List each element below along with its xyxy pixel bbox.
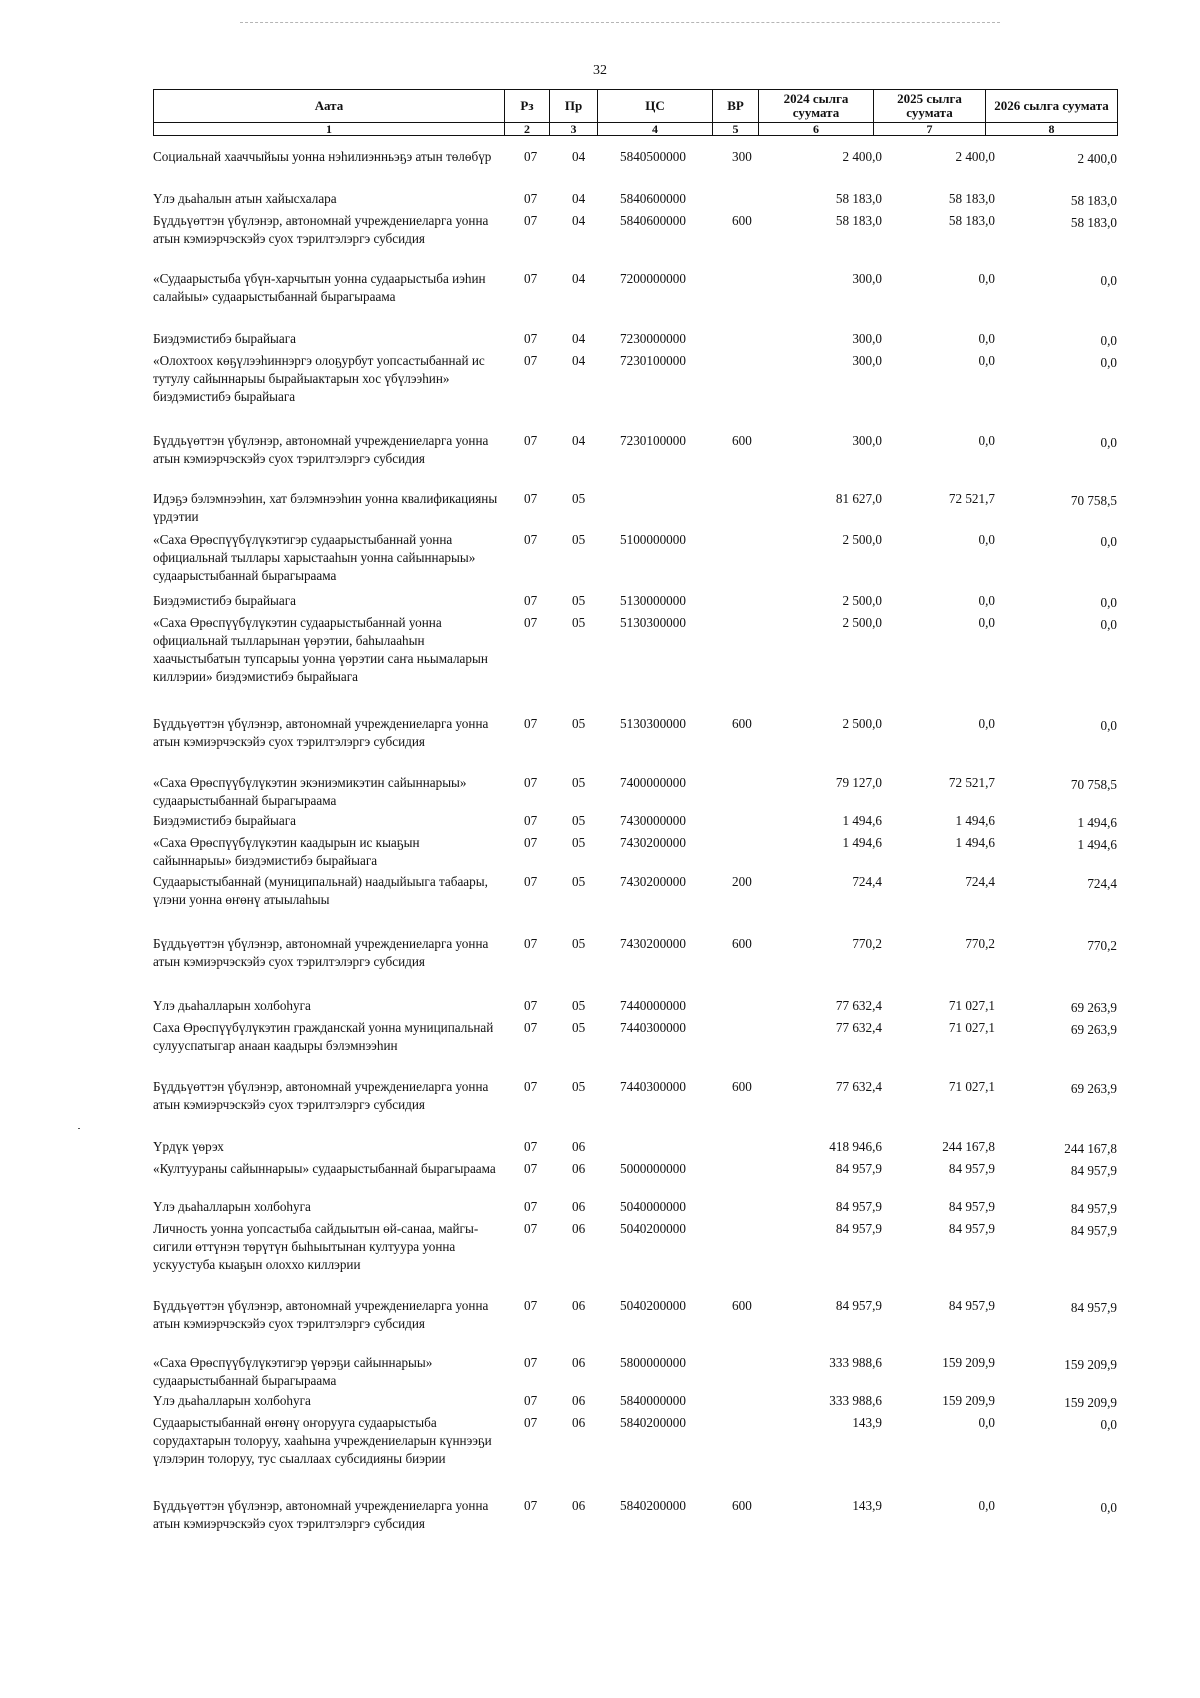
rz-cell: 07 — [524, 874, 538, 889]
value-2026: 159 209,9 — [1064, 1395, 1117, 1410]
value-2026: 0,0 — [1100, 534, 1117, 549]
cs-cell: 5040200000 — [620, 1298, 686, 1313]
rz-cell: 07 — [524, 331, 538, 346]
value-2024: 300,0 — [852, 271, 882, 286]
value-2025: 84 957,9 — [948, 1298, 995, 1313]
value-2026: 58 183,0 — [1070, 193, 1117, 208]
value-2026: 70 758,5 — [1070, 493, 1117, 508]
value-2025: 724,4 — [965, 874, 995, 889]
vr-cell: 600 — [732, 1498, 752, 1513]
value-2026: 84 957,9 — [1070, 1201, 1117, 1216]
pr-cell: 05 — [572, 874, 586, 889]
value-2024: 58 183,0 — [835, 213, 882, 228]
row-label: Личность уонна уопсастыба сайдыытын өй-санаа, майгы-сигили өттүнэн төрүтүн быһыытынан култуура уонна ускуустуба кыаҕын олоххо киллэрии — [153, 1221, 479, 1272]
value-2026: 84 957,9 — [1070, 1300, 1117, 1315]
value-2025: 0,0 — [978, 1498, 995, 1513]
row-label: «Култуураны сайыннарыы» судаарыстыбаннай бырагыраама — [153, 1161, 496, 1176]
rz-cell: 07 — [524, 491, 538, 506]
col-pr-header: Пр — [550, 90, 598, 123]
page-number: 32 — [593, 63, 607, 78]
value-2024: 2 500,0 — [842, 615, 882, 630]
pr-cell: 06 — [572, 1139, 586, 1154]
col-number: 1 — [154, 123, 505, 136]
rz-cell: 07 — [524, 1199, 538, 1214]
row-label: «Саха Өрөспүүбүлүкэтин судаарыстыбаннай уонна официальнай тылларынан үөрэтии, баһылааһын хаачыстыбатын тупсарыы уонна үөрэтии саҥа ньымаларын киллэрии» биэдэмистибэ бырайыага — [153, 615, 488, 684]
value-2025: 0,0 — [978, 716, 995, 731]
rz-cell: 07 — [524, 191, 538, 206]
rz-cell: 07 — [524, 998, 538, 1013]
pr-cell: 06 — [572, 1393, 586, 1408]
col-number: 6 — [759, 123, 874, 136]
value-2025: 71 027,1 — [948, 998, 995, 1013]
value-2025: 84 957,9 — [948, 1199, 995, 1214]
rz-cell: 07 — [524, 1393, 538, 1408]
value-2025: 0,0 — [978, 615, 995, 630]
value-2026: 0,0 — [1100, 617, 1117, 632]
pr-cell: 05 — [572, 936, 586, 951]
rz-cell: 07 — [524, 813, 538, 828]
rz-cell: 07 — [524, 1298, 538, 1313]
value-2024: 84 957,9 — [835, 1221, 882, 1236]
value-2026: 159 209,9 — [1064, 1357, 1117, 1372]
rz-cell: 07 — [524, 353, 538, 368]
value-2026: 58 183,0 — [1070, 215, 1117, 230]
value-2025: 0,0 — [978, 532, 995, 547]
value-2025: 0,0 — [978, 433, 995, 448]
col-2024-header: 2024 сылга суумата — [759, 90, 874, 123]
row-label: Судаарыстыбаннай (муниципальнай) наадыйыыга табаары, үлэни уонна өҥөнү атыылаһыы — [153, 874, 488, 907]
cs-cell: 5840600000 — [620, 213, 686, 228]
cs-cell: 5130000000 — [620, 593, 686, 608]
value-2024: 84 957,9 — [835, 1199, 882, 1214]
value-2026: 69 263,9 — [1070, 1081, 1117, 1096]
value-2024: 300,0 — [852, 433, 882, 448]
cs-cell: 7230100000 — [620, 353, 686, 368]
value-2024: 84 957,9 — [835, 1161, 882, 1176]
value-2024: 300,0 — [852, 353, 882, 368]
pr-cell: 05 — [572, 998, 586, 1013]
cs-cell: 7230100000 — [620, 433, 686, 448]
pr-cell: 04 — [572, 149, 586, 164]
vr-cell: 600 — [732, 433, 752, 448]
col-rz-header: Рз — [505, 90, 550, 123]
row-label: Үрдүк үөрэх — [153, 1139, 224, 1154]
pr-cell: 05 — [572, 593, 586, 608]
pr-cell: 05 — [572, 1079, 586, 1094]
value-2024: 84 957,9 — [835, 1298, 882, 1313]
row-label: «Саха Өрөспүүбүлүкэтин экэниэмикэтин сайыннарыы» судаарыстыбаннай бырагыраама — [153, 775, 467, 808]
row-label: Бүддьүөттэн үбүлэнэр, автономнай учреждениеларга уонна атын кэмиэрчэскэйэ суох тэрилтэлэргэ субсидия — [153, 1498, 489, 1531]
cs-cell: 5130300000 — [620, 716, 686, 731]
value-2026: 0,0 — [1100, 718, 1117, 733]
row-label: Үлэ дьаһалларын холбоһуга — [153, 1393, 311, 1408]
cs-cell: 5100000000 — [620, 532, 686, 547]
col-number: 2 — [505, 123, 550, 136]
rz-cell: 07 — [524, 532, 538, 547]
value-2025: 0,0 — [978, 593, 995, 608]
vr-cell: 600 — [732, 716, 752, 731]
value-2025: 159 209,9 — [942, 1393, 995, 1408]
pr-cell: 05 — [572, 775, 586, 790]
value-2024: 143,9 — [852, 1415, 882, 1430]
value-2024: 418 946,6 — [829, 1139, 882, 1154]
col-2025-header: 2025 сылга суумата — [874, 90, 986, 123]
cs-cell: 7430000000 — [620, 813, 686, 828]
value-2025: 72 521,7 — [948, 491, 995, 506]
rz-cell: 07 — [524, 1139, 538, 1154]
pr-cell: 05 — [572, 532, 586, 547]
col-vr-header: ВР — [713, 90, 759, 123]
cs-cell: 5130300000 — [620, 615, 686, 630]
pr-cell: 06 — [572, 1161, 586, 1176]
rz-cell: 07 — [524, 1355, 538, 1370]
pr-cell: 04 — [572, 213, 586, 228]
cs-cell: 7400000000 — [620, 775, 686, 790]
pr-cell: 05 — [572, 491, 586, 506]
value-2024: 2 500,0 — [842, 593, 882, 608]
row-label: «Судаарыстыба үбүн-харчытын уонна судаарыстыба иэһин салайыы» судаарыстыбаннай бырагыраама — [153, 271, 486, 304]
cs-cell: 7430200000 — [620, 874, 686, 889]
pr-cell: 04 — [572, 331, 586, 346]
value-2026: 0,0 — [1100, 273, 1117, 288]
rz-cell: 07 — [524, 615, 538, 630]
cs-cell: 5040000000 — [620, 1199, 686, 1214]
value-2026: 69 263,9 — [1070, 1000, 1117, 1015]
value-2026: 0,0 — [1100, 1500, 1117, 1515]
value-2024: 1 494,6 — [842, 813, 882, 828]
row-label: Бүддьүөттэн үбүлэнэр, автономнай учреждениеларга уонна атын кэмиэрчэскэйэ суох тэрилтэлэргэ субсидия — [153, 936, 489, 969]
value-2025: 72 521,7 — [948, 775, 995, 790]
value-2024: 724,4 — [852, 874, 882, 889]
rz-cell: 07 — [524, 1221, 538, 1236]
value-2024: 58 183,0 — [835, 191, 882, 206]
cs-cell: 7440000000 — [620, 998, 686, 1013]
row-label: Бүддьүөттэн үбүлэнэр, автономнай учреждениеларга уонна атын кэмиэрчэскэйэ суох тэрилтэлэргэ субсидия — [153, 716, 489, 749]
value-2024: 77 632,4 — [835, 998, 882, 1013]
pr-cell: 04 — [572, 433, 586, 448]
cs-cell: 7230000000 — [620, 331, 686, 346]
col-2026-header: 2026 сылга суумата — [986, 90, 1118, 123]
row-label: Үлэ дьаһалын атын хайысхалара — [153, 191, 337, 206]
pr-cell: 05 — [572, 615, 586, 630]
cs-cell: 7430200000 — [620, 835, 686, 850]
col-number: 3 — [550, 123, 598, 136]
col-number: 8 — [986, 123, 1118, 136]
value-2025: 1 494,6 — [955, 835, 995, 850]
value-2025: 84 957,9 — [948, 1161, 995, 1176]
pr-cell: 04 — [572, 191, 586, 206]
value-2026: 0,0 — [1100, 595, 1117, 610]
value-2024: 770,2 — [852, 936, 882, 951]
cs-cell: 5840200000 — [620, 1498, 686, 1513]
vr-cell: 300 — [732, 149, 752, 164]
row-label: Социальнай хааччыйыы уонна нэһилиэнньэҕэ атын төлөбүр — [153, 149, 492, 164]
row-label: «Олохтоох көҕүлээһиннэргэ олоҕурбут уопсастыбаннай ис тутулу сайыннарыы бырайыактарын хос үбүлээһин» биэдэмистибэ бырайыага — [153, 353, 485, 404]
value-2025: 0,0 — [978, 353, 995, 368]
row-label: Бүддьүөттэн үбүлэнэр, автономнай учреждениеларга уонна атын кэмиэрчэскэйэ суох тэрилтэлэргэ субсидия — [153, 1079, 489, 1112]
row-label: Биэдэмистибэ бырайыага — [153, 813, 296, 828]
rz-cell: 07 — [524, 1415, 538, 1430]
value-2026: 1 494,6 — [1077, 815, 1117, 830]
scan-speck — [78, 1128, 80, 1129]
rz-cell: 07 — [524, 835, 538, 850]
value-2024: 81 627,0 — [835, 491, 882, 506]
rz-cell: 07 — [524, 716, 538, 731]
value-2024: 2 500,0 — [842, 532, 882, 547]
value-2025: 58 183,0 — [948, 213, 995, 228]
rz-cell: 07 — [524, 1020, 538, 1035]
cs-cell: 7200000000 — [620, 271, 686, 286]
row-label: Бүддьүөттэн үбүлэнэр, автономнай учреждениеларга уонна атын кэмиэрчэскэйэ суох тэрилтэлэргэ субсидия — [153, 213, 489, 246]
value-2026: 69 263,9 — [1070, 1022, 1117, 1037]
row-label: «Саха Өрөспүүбүлүкэтигэр үөрэҕи сайыннарыы» судаарыстыбаннай бырагыраама — [153, 1355, 433, 1388]
row-label: Үлэ дьаһалларын холбоһуга — [153, 1199, 311, 1214]
value-2025: 1 494,6 — [955, 813, 995, 828]
value-2024: 77 632,4 — [835, 1079, 882, 1094]
pr-cell: 06 — [572, 1199, 586, 1214]
row-label: «Саха Өрөспүүбүлүкэтигэр судаарыстыбаннай уонна официальнай тыллары харыстааһын уонна сайыннарыы» судаарыстыбаннай бырагыраама — [153, 532, 476, 583]
row-label: Бүддьүөттэн үбүлэнэр, автономнай учреждениеларга уонна атын кэмиэрчэскэйэ суох тэрилтэлэргэ субсидия — [153, 433, 489, 466]
rz-cell: 07 — [524, 1079, 538, 1094]
rz-cell: 07 — [524, 213, 538, 228]
value-2026: 0,0 — [1100, 1417, 1117, 1432]
rz-cell: 07 — [524, 271, 538, 286]
value-2025: 159 209,9 — [942, 1355, 995, 1370]
value-2026: 84 957,9 — [1070, 1163, 1117, 1178]
value-2026: 724,4 — [1087, 876, 1117, 891]
vr-cell: 200 — [732, 874, 752, 889]
rz-cell: 07 — [524, 1498, 538, 1513]
pr-cell: 05 — [572, 1020, 586, 1035]
col-name-header: Аата — [154, 90, 505, 123]
row-label: «Саха Өрөспүүбүлүкэтин каадырын ис кыаҕын сайыннарыы» биэдэмистибэ бырайыага — [153, 835, 420, 868]
value-2025: 770,2 — [965, 936, 995, 951]
value-2026: 84 957,9 — [1070, 1223, 1117, 1238]
cs-cell: 5840000000 — [620, 1393, 686, 1408]
cs-cell: 5840600000 — [620, 191, 686, 206]
value-2024: 300,0 — [852, 331, 882, 346]
value-2025: 58 183,0 — [948, 191, 995, 206]
pr-cell: 05 — [572, 835, 586, 850]
cs-cell: 7440300000 — [620, 1079, 686, 1094]
pr-cell: 05 — [572, 716, 586, 731]
value-2025: 71 027,1 — [948, 1020, 995, 1035]
col-number: 5 — [713, 123, 759, 136]
value-2024: 79 127,0 — [835, 775, 882, 790]
col-cs-header: ЦС — [598, 90, 713, 123]
rz-cell: 07 — [524, 775, 538, 790]
value-2026: 70 758,5 — [1070, 777, 1117, 792]
value-2026: 0,0 — [1100, 435, 1117, 450]
value-2025: 84 957,9 — [948, 1221, 995, 1236]
cs-cell: 7430200000 — [620, 936, 686, 951]
rz-cell: 07 — [524, 593, 538, 608]
value-2024: 333 988,6 — [829, 1355, 882, 1370]
value-2024: 1 494,6 — [842, 835, 882, 850]
value-2026: 0,0 — [1100, 333, 1117, 348]
row-label: Идэҕэ бэлэмнээһин, хат бэлэмнээһин уонна квалификацияны үрдэтии — [153, 491, 498, 524]
cs-cell: 5800000000 — [620, 1355, 686, 1370]
value-2024: 2 400,0 — [842, 149, 882, 164]
value-2025: 0,0 — [978, 271, 995, 286]
value-2025: 0,0 — [978, 1415, 995, 1430]
pr-cell: 04 — [572, 271, 586, 286]
cs-cell: 5840500000 — [620, 149, 686, 164]
pr-cell: 04 — [572, 353, 586, 368]
vr-cell: 600 — [732, 1298, 752, 1313]
row-label: Саха Өрөспүүбүлүкэтин гражданскай уонна муниципальнай сулууспатыгар анаан каадыры бэлэмнээһин — [153, 1020, 494, 1053]
value-2025: 71 027,1 — [948, 1079, 995, 1094]
value-2024: 143,9 — [852, 1498, 882, 1513]
value-2024: 77 632,4 — [835, 1020, 882, 1035]
value-2026: 2 400,0 — [1077, 151, 1117, 166]
value-2026: 1 494,6 — [1077, 837, 1117, 852]
pr-cell: 06 — [572, 1298, 586, 1313]
vr-cell: 600 — [732, 1079, 752, 1094]
rz-cell: 07 — [524, 936, 538, 951]
cs-cell: 5000000000 — [620, 1161, 686, 1176]
col-number: 7 — [874, 123, 986, 136]
value-2026: 244 167,8 — [1064, 1141, 1117, 1156]
value-2024: 333 988,6 — [829, 1393, 882, 1408]
row-label: Үлэ дьаһалларын холбоһуга — [153, 998, 311, 1013]
cs-cell: 5840200000 — [620, 1415, 686, 1430]
vr-cell: 600 — [732, 936, 752, 951]
pr-cell: 06 — [572, 1355, 586, 1370]
value-2025: 2 400,0 — [955, 149, 995, 164]
value-2026: 770,2 — [1087, 938, 1117, 953]
rz-cell: 07 — [524, 1161, 538, 1176]
rz-cell: 07 — [524, 149, 538, 164]
row-label: Бүддьүөттэн үбүлэнэр, автономнай учреждениеларга уонна атын кэмиэрчэскэйэ суох тэрилтэлэргэ субсидия — [153, 1298, 489, 1331]
row-label: Биэдэмистибэ бырайыага — [153, 331, 296, 346]
pr-cell: 06 — [572, 1415, 586, 1430]
value-2025: 244 167,8 — [942, 1139, 995, 1154]
cs-cell: 5040200000 — [620, 1221, 686, 1236]
pr-cell: 05 — [572, 813, 586, 828]
row-label: Биэдэмистибэ бырайыага — [153, 593, 296, 608]
row-label: Судаарыстыбаннай өҥөнү оҥорууга судаарыстыба сорудахтарын толоруу, хааһына учреждениеларын күннээҕи үлэлэрин толоруу, тус сыаллаах субсидияны биэрии — [153, 1415, 492, 1466]
col-number: 4 — [598, 123, 713, 136]
value-2025: 0,0 — [978, 331, 995, 346]
cs-cell: 7440300000 — [620, 1020, 686, 1035]
pr-cell: 06 — [572, 1221, 586, 1236]
value-2026: 0,0 — [1100, 355, 1117, 370]
value-2024: 2 500,0 — [842, 716, 882, 731]
rz-cell: 07 — [524, 433, 538, 448]
pr-cell: 06 — [572, 1498, 586, 1513]
vr-cell: 600 — [732, 213, 752, 228]
